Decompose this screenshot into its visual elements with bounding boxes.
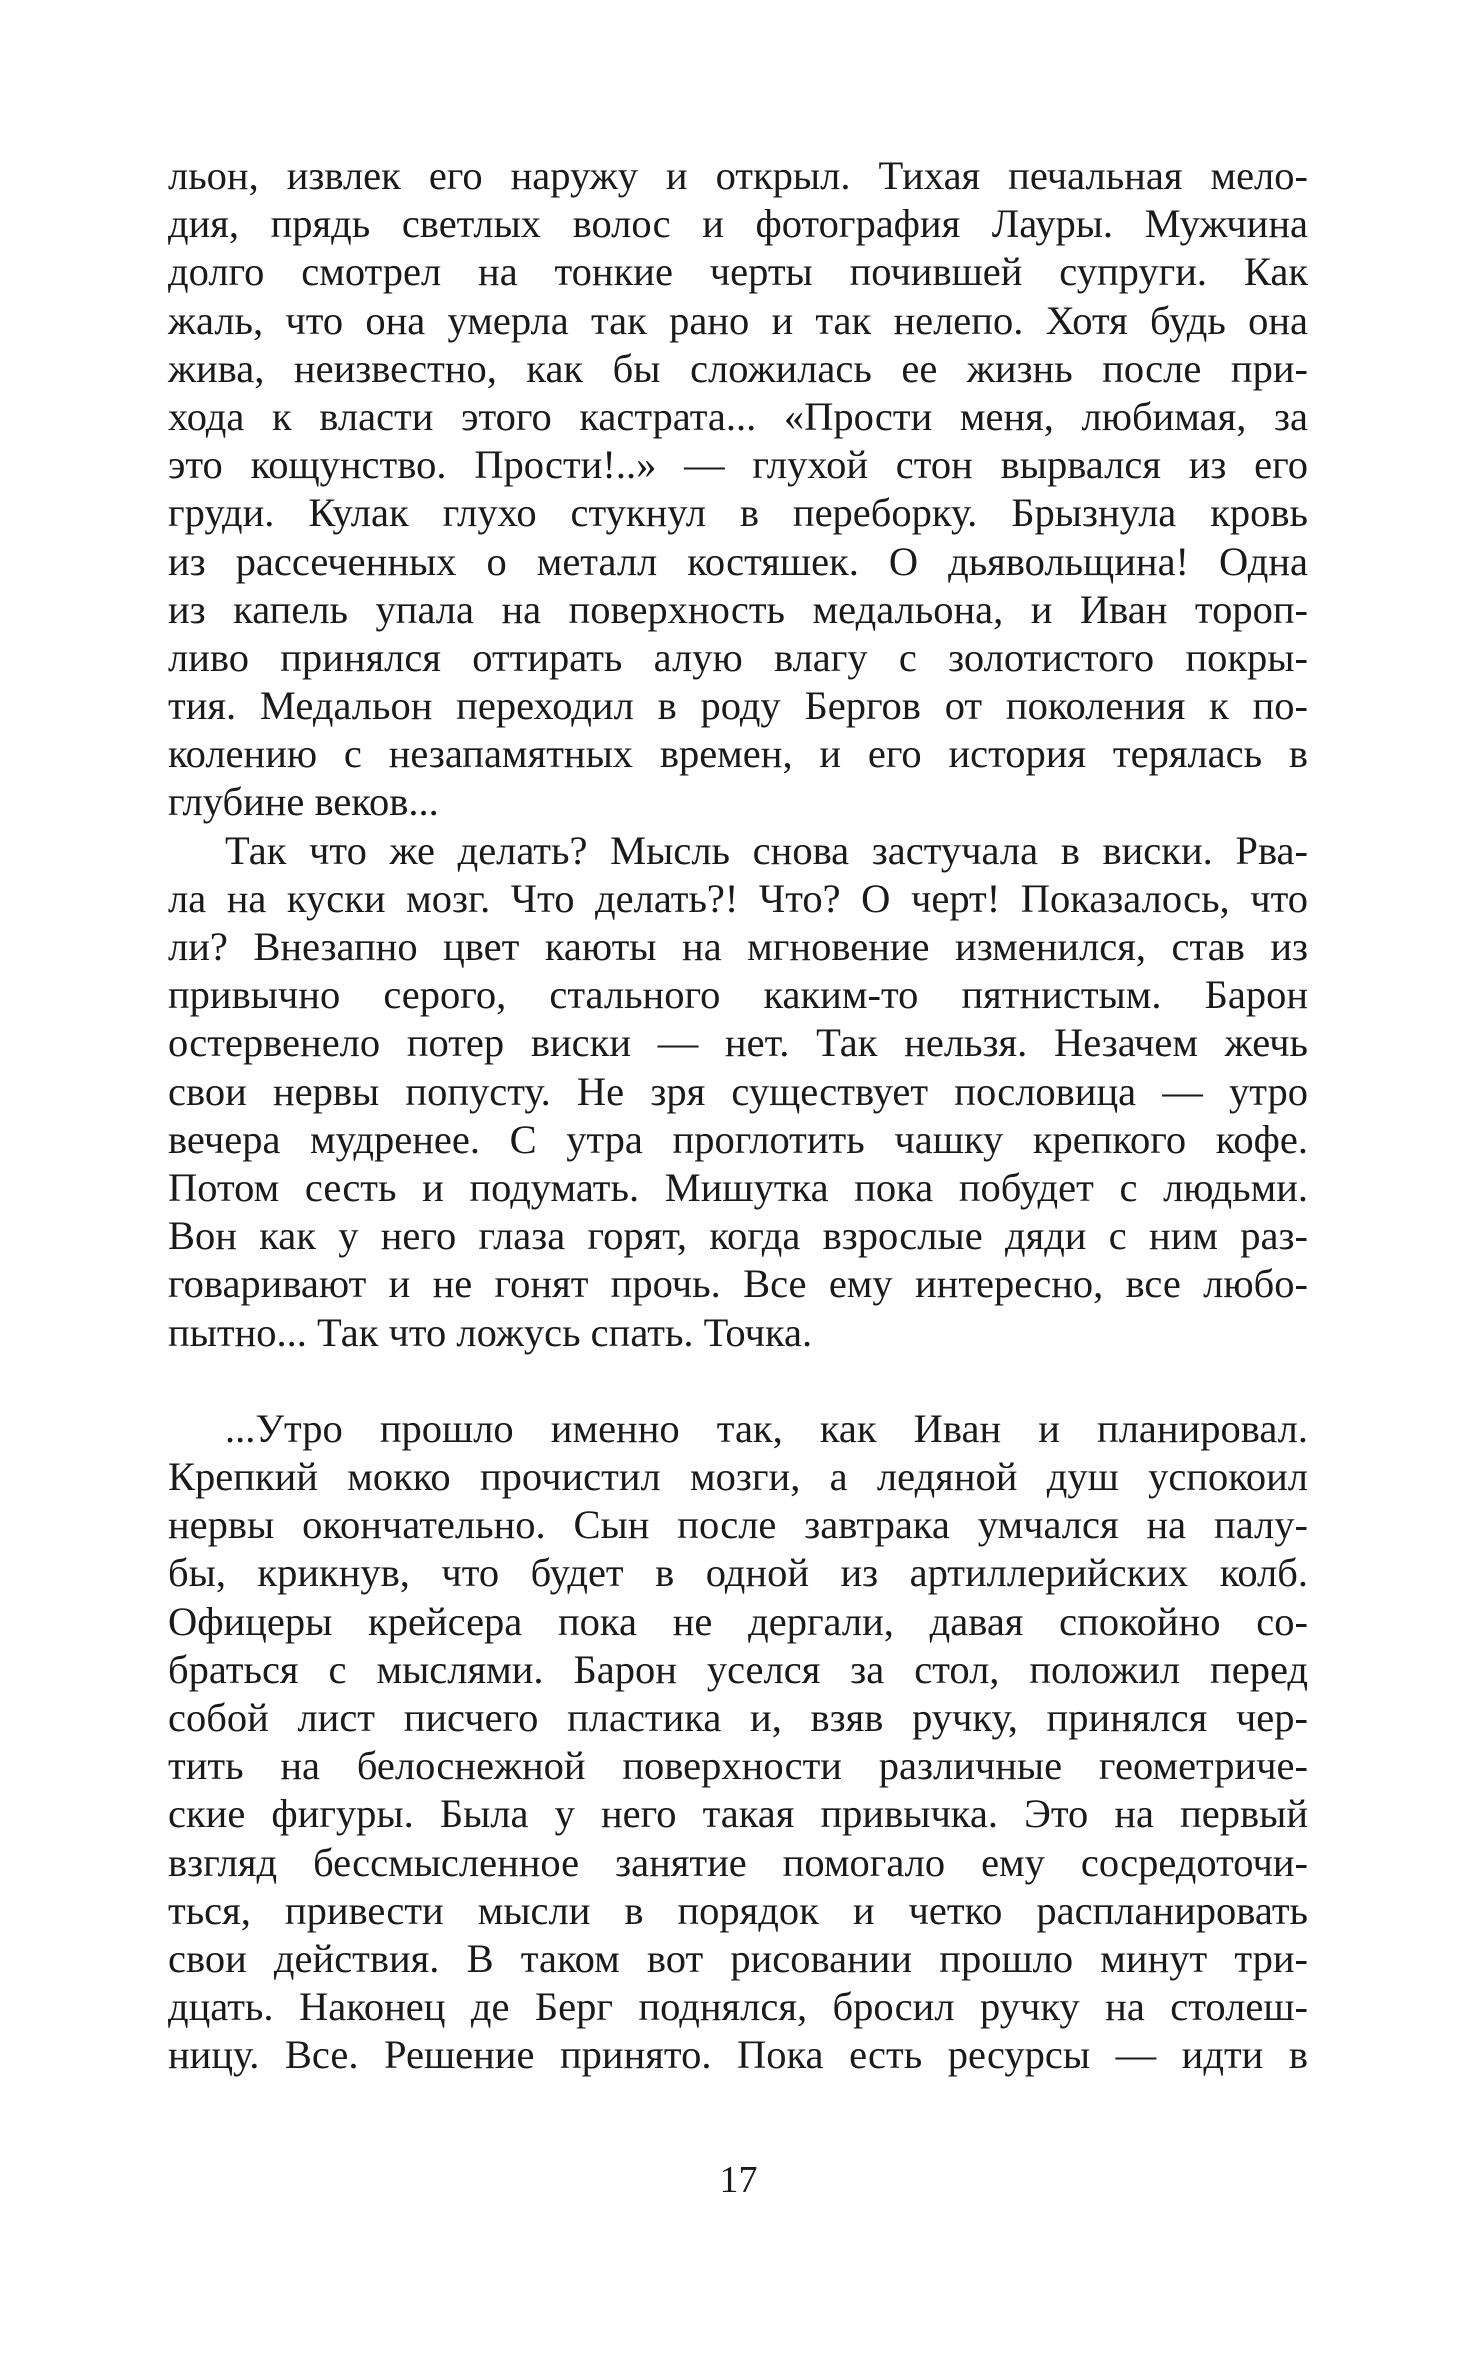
paragraph <box>168 152 1308 827</box>
text-line: жива, неизвестно, как бы сложилась ее жизнь после при- <box>168 345 1308 391</box>
text-line: собой лист писчего пластика и, взяв ручку, принялся чер- <box>168 1695 1308 1740</box>
text-line: вечера мудренее. С утра проглотить чашку крепкого кофе. <box>168 1116 1308 1162</box>
text-line: долго смотрел на тонкие черты почившей супруги. Как <box>168 249 1308 295</box>
text-line: пытно... Так что ложусь спать. Точка. <box>168 1309 813 1355</box>
text-line: говаривают и не гонят прочь. Все ему интересно, все любо- <box>168 1261 1308 1307</box>
text-line: дцать. Наконец де Берг поднялся, бросил ручку на столеш- <box>168 1984 1308 2030</box>
text-line: привычно серого, стального каким-то пятнистым. Барон <box>168 972 1308 1018</box>
text-line: тить на белоснежной поверхности различные геометриче- <box>168 1743 1308 1789</box>
text-line: Крепкий мокко прочистил мозги, а ледяной душ успокоил <box>168 1454 1308 1500</box>
text-line: взгляд бессмысленное занятие помогало ему сосредоточи- <box>168 1839 1308 1885</box>
paragraph <box>168 827 1308 1357</box>
text-line: бы, крикнув, что будет в одной из артиллерийских колб. <box>168 1550 1308 1596</box>
text-line: нервы окончательно. Сын после завтрака умчался на палу- <box>168 1502 1308 1548</box>
text-line: браться с мыслями. Барон уселся за стол, положил перед <box>168 1646 1308 1692</box>
body-text <box>168 152 1308 2080</box>
text-line: тия. Медальон переходил в роду Бергов от поколения к по- <box>168 683 1308 729</box>
paragraph-gap <box>168 1357 1308 1405</box>
text-line: свои действия. В таком вот рисовании прошло минут три- <box>168 1935 1308 1981</box>
text-line: колению с незапамятных времен, и его история терялась в <box>168 731 1308 777</box>
text-line: Потом сесть и подумать. Мишутка пока побудет с людьми. <box>168 1164 1308 1210</box>
text-line: груди. Кулак глухо стукнул в переборку. Брызнула кровь <box>168 490 1308 536</box>
text-line: хода к власти этого кастрата... «Прости меня, любимая, за <box>168 393 1308 439</box>
text-line: Вон как у него глаза горят, когда взрослые дяди с ним раз- <box>168 1213 1308 1259</box>
text-line: Так что же делать? Мысль снова застучала в виски. Рва- <box>225 827 1308 873</box>
text-line: ливо принялся оттирать алую влагу с золотистого покры- <box>168 634 1308 680</box>
paragraph <box>168 1405 1308 2080</box>
text-line: ться, привести мысли в порядок и четко распланировать <box>168 1887 1308 1933</box>
text-line: ницу. Все. Решение принято. Пока есть ресурсы — идти в <box>168 2032 1308 2078</box>
text-line: ские фигуры. Была у него такая привычка. Это на первый <box>168 1791 1308 1837</box>
text-line: это кощунство. Прости!..» — глухой стон вырвался из его <box>168 442 1308 488</box>
text-line: свои нервы попусту. Не зря существует пословица — утро <box>168 1068 1308 1114</box>
text-line: ли? Внезапно цвет каюты на мгновение изменился, став из <box>168 924 1308 969</box>
text-line: из рассеченных о металл костяшек. О дьявольщина! Одна <box>168 538 1308 584</box>
text-line: Офицеры крейсера пока не дергали, давая спокойно со- <box>168 1598 1308 1644</box>
text-line: дия, прядь светлых волос и фотография Лауры. Мужчина <box>168 201 1308 247</box>
text-line: глубине веков... <box>168 779 439 825</box>
text-line: ...Утро прошло именно так, как Иван и планировал. <box>225 1405 1308 1451</box>
text-line: ла на куски мозг. Что делать?! Что? О черт! Показалось, что <box>168 875 1308 921</box>
text-line: льон, извлек его наружу и открыл. Тихая печальная мело- <box>168 153 1308 198</box>
text-line: жаль, что она умерла так рано и так нелепо. Хотя будь она <box>168 297 1308 343</box>
text-line: остервенело потер виски — нет. Так нельзя. Незачем жечь <box>168 1020 1308 1066</box>
page-number: 17 <box>719 2159 758 2201</box>
text-line: из капель упала на поверхность медальона, и Иван тороп- <box>168 586 1308 632</box>
